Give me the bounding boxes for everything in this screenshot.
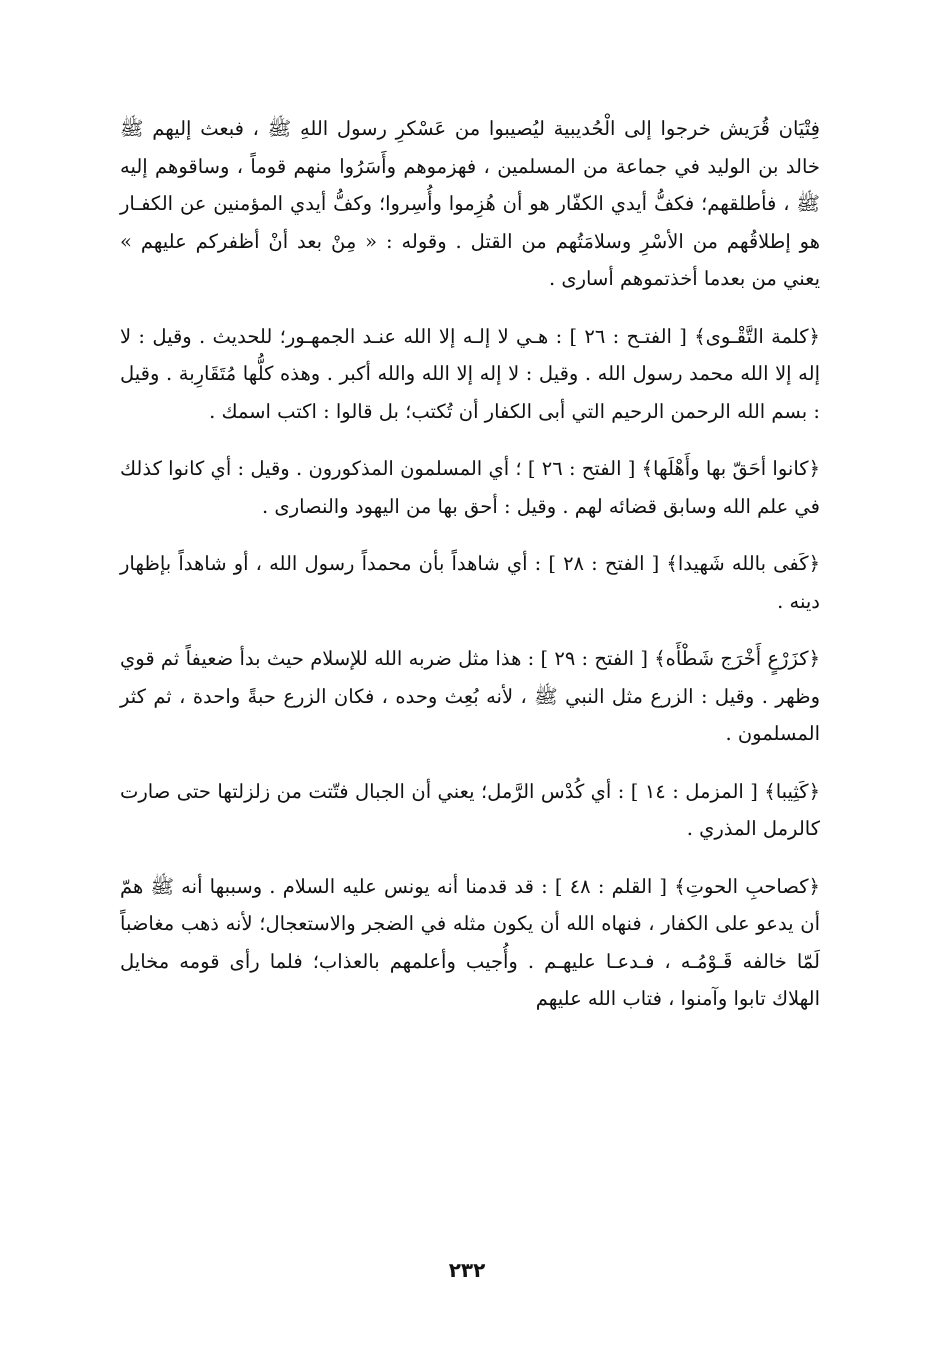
paragraph-kafa-billah: ﴿كَفى بالله شَهيدا﴾ [ الفتح : ٢٨ ] : أي شاهداً بأن محمداً رسول الله ، أو شاهداً بإظهار دينه .: [120, 552, 820, 613]
page-body: [120, 110, 820, 1018]
paragraph-sahib-alhut: ﴿كصاحبِ الحوتِ﴾ [ القلم : ٤٨ ] : قد قدمنا أنه يونس عليه السلام . وسببها أنه ﷺ همّ أن يدعو على الكفار ، فنهاه الله أن يكون مثله في الضجر والاستعجال؛ لأنه ذهب مغاضباً لَمّا خالفه قَـوْمُـه ، فـدعـا عليهـم . وأُجيب وأعلمهم بالعذاب؛ فلما رأى قومه مخايل الهلاك تابوا وآمنوا ، فتاب الله عليهم: [120, 874, 820, 1010]
paragraph-kathiba: ﴿كَثِيبا﴾ [ المزمل : ١٤ ] : أي كُدْس الرَّمل؛ يعني أن الجبال فتّتت من زلزلتها حتى صارت كالرمل المذري .: [120, 779, 820, 840]
paragraph-ahaqqa-biha: ﴿كانوا أحَقّ بها وأَهْلَها﴾ [ الفتح : ٢٦ ] ؛ أي المسلمون المذكورون . وقيل : أي كانوا كذلك في علم الله وسابق قضائه لهم . وقيل : أحق بها من اليهود والنصارى .: [120, 457, 821, 518]
paragraph-hudaybiyah: فِتْيَان قُرَيش خرجوا إلى الْحُديبية ليُصيبوا من عَسْكرِ رسول اللهِ ﷺ ، فبعث إليهم ﷺ خالد بن الوليد في جماعة من المسلمين ، فهزموهم وأَسَرُوا منهم قوماً ، وساقوهم إليه ﷺ ، فأطلقهم؛ فكفُّ أيدي الكفّار هو أن هُزِموا وأُسِروا؛ وكفُّ أيدي المؤمنين عن الكفـار هو إطلاقُهم من الأسْرِ وسلامَتُهم من القتل . وقوله : « مِنْ بعد أنْ أظفركم عليهم » يعني من بعدما أخذتموهم أسارى .: [120, 117, 820, 290]
paragraph-kazar: ﴿كزَرْعٍ أَخْرَج شَطْأَه﴾ [ الفتح : ٢٩ ] : هذا مثل ضربه الله للإسلام حيث بدأ ضعيفاً ثم قوي وظهر . وقيل : الزرع مثل النبي ﷺ ، لأنه بُعِث وحده ، فكان الزرع حبةً واحدة ، ثم كثر المسلمون .: [120, 647, 820, 745]
page-number: ٢٣٢: [448, 1258, 486, 1282]
paragraph-kalimat-altaqwa: ﴿كلمة التَّقْـوى﴾ [ الفتـح : ٢٦ ] : هـي لا إلـه إلا الله عنـد الجمهـور؛ للحديث . وقيل : لا إله إلا الله محمد رسول الله . وقيل : لا إله إلا الله والله أكبر . وهذه كلُّها مُتَقَارِبة . وقيل : بسم الله الرحمن الرحيم التي أبى الكفار أن تُكتب؛ بل قالوا : اكتب اسمك .: [120, 324, 820, 423]
